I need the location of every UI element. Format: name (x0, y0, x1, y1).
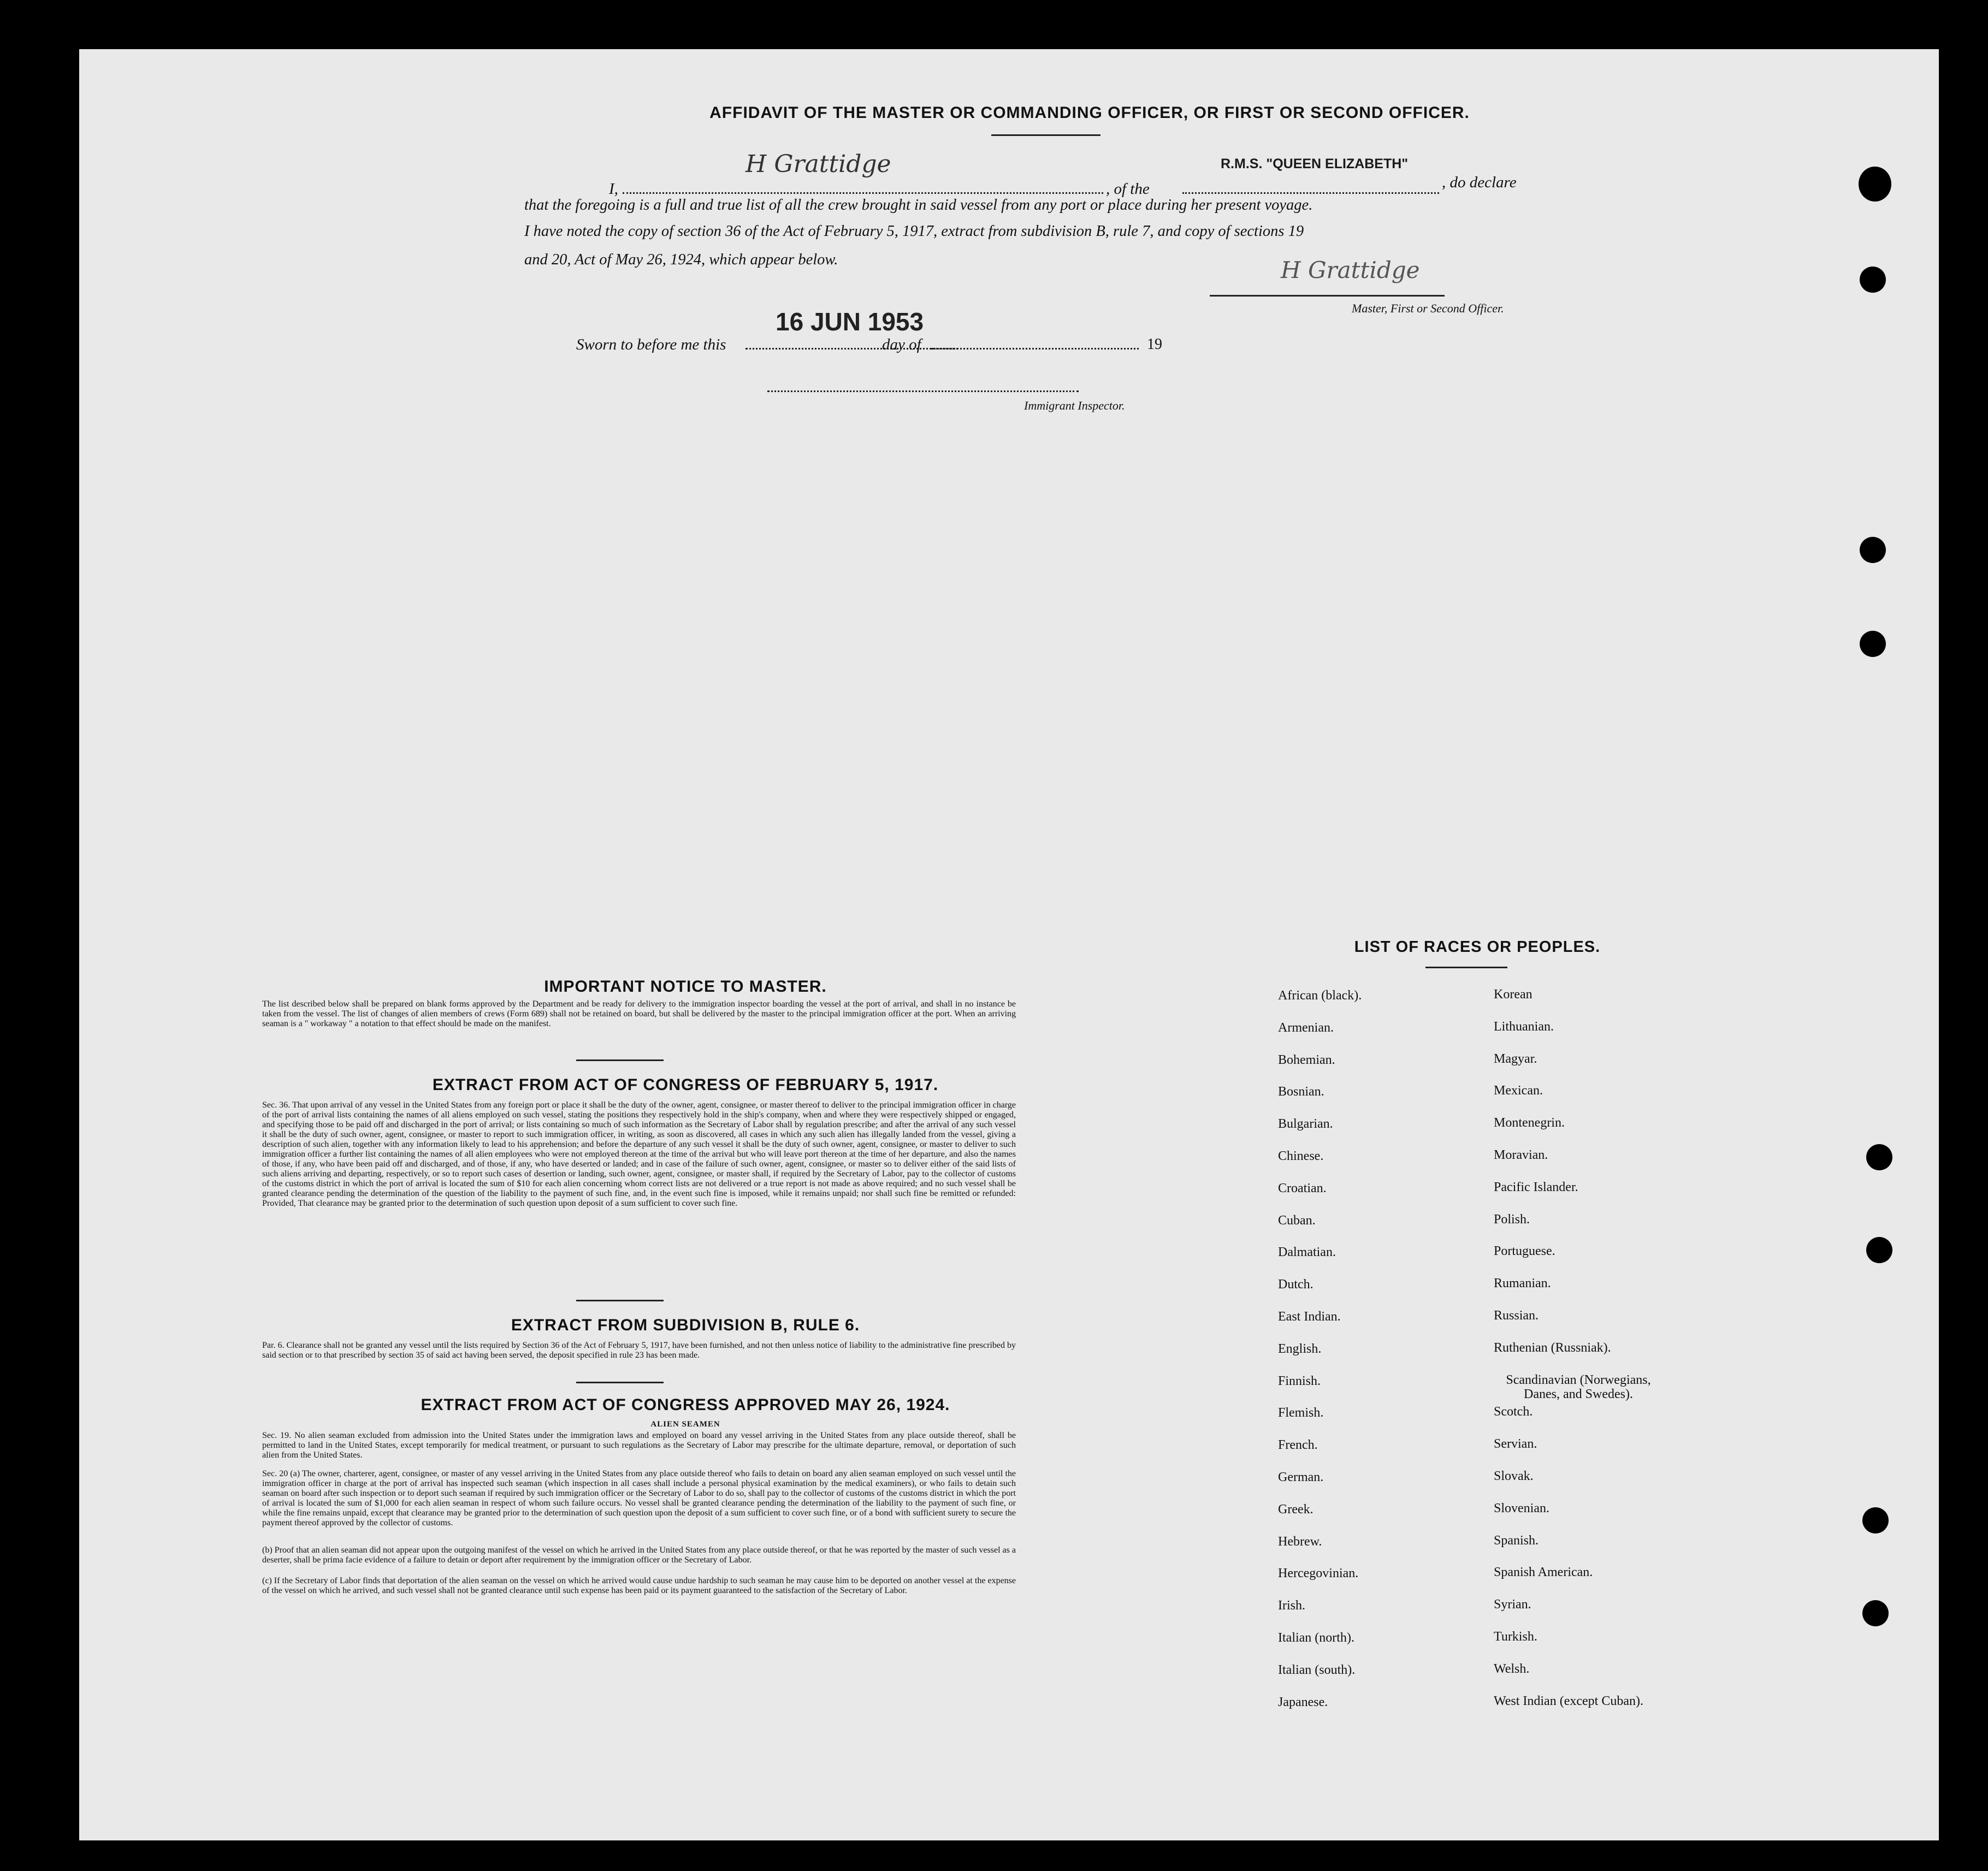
rule-6-title: EXTRACT FROM SUBDIVISION B, RULE 6. (511, 1316, 860, 1334)
race-item: Japanese. (1278, 1695, 1328, 1709)
vessel-name-line (1182, 192, 1439, 194)
race-item: Bohemian. (1278, 1052, 1335, 1067)
race-item: French. (1278, 1438, 1318, 1453)
race-item: East Indian. (1278, 1310, 1341, 1324)
race-item: Italian (north). (1278, 1631, 1354, 1645)
race-item: Turkish. (1494, 1630, 1537, 1644)
affidavit-line-2: that the foregoing is a full and true list of all the crew brought in said vessel from any port or place during her present voyage. (524, 197, 1313, 214)
of-the-label: , of the (1106, 180, 1150, 198)
race-item: Polish. (1494, 1212, 1530, 1227)
race-item: Finnish. (1278, 1373, 1321, 1388)
race-item: English. (1278, 1341, 1322, 1356)
race-item: Croatian. (1278, 1181, 1327, 1195)
sworn-month-line (931, 348, 1139, 350)
affidavit-line-3: I have noted the copy of section 36 of the Act of February 5, 1917, extract from subdivision B, rule 7, and copy of sections 19 (524, 223, 1304, 240)
race-item: Hebrew. (1278, 1534, 1322, 1549)
notice-body: The list described below shall be prepared on blank forms approved by the Department and be ready for delivery to the immigration inspector boarding the vessel at the port of arrival, and shall in no instance be taken from the vessel. The list of changes of alien members of crews (Form 689) shall not be retained on board, but shall be delivered by the master to the principal immigration officer at the port. When an arriving seaman is a " workaway " a notation to that effect should be made on the manifest. (262, 999, 1016, 1028)
divider (576, 1059, 664, 1061)
race-item: Rumanian. (1494, 1276, 1551, 1291)
race-item: Welsh. (1494, 1661, 1530, 1676)
race-item: Pacific Islander. (1494, 1180, 1578, 1194)
act-1924-title: EXTRACT FROM ACT OF CONGRESS APPROVED MAY 26, 1924. (421, 1396, 950, 1414)
race-item: West Indian (except Cuban). (1494, 1694, 1643, 1708)
race-item: Portuguese. (1494, 1244, 1555, 1259)
punch-hole (1860, 537, 1886, 563)
race-item: Moravian. (1494, 1148, 1548, 1162)
sworn-day-line (745, 348, 958, 350)
race-item: Greek. (1278, 1502, 1313, 1517)
race-item: German. (1278, 1470, 1324, 1484)
punch-hole (1862, 1507, 1889, 1533)
race-item: Bulgarian. (1278, 1117, 1333, 1132)
document-page (79, 49, 1939, 1840)
inspector-label: Immigrant Inspector. (1024, 399, 1125, 412)
signer-title: Master, First or Second Officer. (1352, 301, 1504, 315)
punch-hole (1860, 267, 1886, 293)
do-declare-label: , do declare (1442, 174, 1517, 191)
race-item: Lithuanian. (1494, 1019, 1554, 1034)
race-item: Servian. (1494, 1437, 1537, 1452)
act-1917-title: EXTRACT FROM ACT OF CONGRESS OF FEBRUARY 5, 1917. (432, 1076, 939, 1094)
race-item: Montenegrin. (1494, 1116, 1565, 1130)
affidavit-title: AFFIDAVIT OF THE MASTER OR COMMANDING OFFICER, OR FIRST OR SECOND OFFICER. (709, 104, 1470, 122)
race-item: Korean (1494, 987, 1533, 1002)
race-item: Scandinavian (Norwegians, Danes, and Swedes). (1506, 1372, 1651, 1401)
punch-hole (1866, 1144, 1892, 1170)
punch-hole (1866, 1237, 1892, 1263)
race-item: Irish. (1278, 1598, 1305, 1613)
race-item: Armenian. (1278, 1020, 1334, 1035)
race-item: African (black). (1278, 988, 1362, 1003)
affidavit-line-4: and 20, Act of May 26, 1924, which appear below. (524, 251, 838, 268)
race-item: Mexican. (1494, 1083, 1543, 1098)
race-item: Scotch. (1494, 1405, 1533, 1419)
act-1924-subtitle: ALIEN SEAMEN (650, 1420, 720, 1429)
notice-title: IMPORTANT NOTICE TO MASTER. (544, 978, 827, 996)
race-item: Dutch. (1278, 1277, 1313, 1292)
race-item: Cuban. (1278, 1213, 1316, 1228)
race-item: Chinese. (1278, 1149, 1324, 1163)
race-item: Ruthenian (Russniak). (1494, 1340, 1611, 1355)
declarant-label: I, (609, 180, 618, 198)
race-item: Flemish. (1278, 1406, 1324, 1420)
rule-6-body: Par. 6. Clearance shall not be granted any vessel until the lists required by Section 36 of the Act of February 5, 1917, have been furnished, and not then unless notice of liability to the administrative fine prescribed by said section or to that prescribed by section 35 of said act having been served, the deposit specified in rule 23 has been made. (262, 1341, 1016, 1360)
divider (576, 1300, 664, 1301)
declarant-name-line (623, 192, 1103, 194)
race-item: Slovak. (1494, 1469, 1534, 1483)
sworn-label: Sworn to before me this (576, 336, 726, 353)
inspector-line (767, 390, 1079, 392)
races-title: LIST OF RACES OR PEOPLES. (1354, 938, 1601, 956)
race-item: Slovenian. (1494, 1501, 1549, 1515)
act-1924-sec-20a: Sec. 20 (a) The owner, charterer, agent, consignee, or master of any vessel arriving in the United States from any place outside thereof who fails to detain on board any alien seaman employed on such vessel until the immigration officer in charge at the port of arrival has inspected such seaman (which inspection in all cases shall include a personal physical examination by the medical examiners), or who fails to detain such seaman on board after such inspection or to deport such seaman if required by such immigration officer or the Secretary of Labor to do so, shall pay to the collector of customs of the customs district in which the port of arrival is located the sum of $1,000 for each alien seaman in respect of whom such failure occurs. No vessel shall be granted clearance pending the determination of the liability to the payment of such fine, or while the fine remains unpaid, except that clearance may be granted prior to the determination of such question upon the deposit of a sum sufficient to cover such fine, or of a bond with sufficient surety to secure the payment thereof approved by the collector of customs. (262, 1469, 1016, 1527)
signature-line (1210, 295, 1445, 297)
race-item: Bosnian. (1278, 1085, 1324, 1099)
date-stamp: 16 JUN 1953 (776, 307, 924, 336)
day-of-label: day of (882, 336, 921, 353)
act-1924-sec-20b: (b) Proof that an alien seaman did not appear upon the outgoing manifest of the vessel on which he arrived in the United States from any place outside thereof, or that he was reported by the master of such vessel as a deserter, shall be prima facie evidence of a failure to detain or deport after requirement by the immigration officer or the Secretary of Labor. (262, 1546, 1016, 1565)
punch-hole (1860, 631, 1886, 657)
divider (576, 1382, 664, 1383)
punch-hole (1859, 167, 1891, 202)
race-item: Syrian. (1494, 1597, 1531, 1612)
divider (991, 134, 1100, 136)
race-item: Spanish American. (1494, 1565, 1593, 1580)
declarant-signature: H Grattidge (745, 150, 891, 178)
officer-signature: H Grattidge (1281, 257, 1420, 283)
race-item: Magyar. (1494, 1051, 1537, 1066)
vessel-stamp: R.M.S. "QUEEN ELIZABETH" (1221, 156, 1409, 171)
year-prefix: 19 (1147, 336, 1162, 353)
divider (1425, 967, 1507, 968)
race-item: Dalmatian. (1278, 1245, 1336, 1260)
race-item: Spanish. (1494, 1533, 1539, 1548)
act-1924-sec-20c: (c) If the Secretary of Labor finds that deportation of the alien seaman on the vessel on which he arrived would cause undue hardship to such seaman he may cause him to be deported on another vessel at the expense of the vessel on which he arrived, and such vessel shall not be granted clearance until such expense has been paid or its payment guaranteed to the satisfaction of the Secretary of Labor. (262, 1576, 1016, 1595)
race-item: Russian. (1494, 1308, 1539, 1323)
act-1924-sec-19: Sec. 19. No alien seaman excluded from admission into the United States under the immigration laws and employed on board any vessel arriving in the United States from any place outside thereof, shall be permitted to land in the United States, except temporarily for medical treatment, or pursuant to such regulations as the Secretary of Labor may prescribe for the ultimate departure, removal, or deportation of such alien from the United States. (262, 1431, 1016, 1460)
race-item: Italian (south). (1278, 1662, 1356, 1677)
race-item: Hercegovinian. (1278, 1566, 1359, 1581)
act-1917-body: Sec. 36. That upon arrival of any vessel in the United States from any foreign port or place it shall be the duty of the owner, agent, consignee, or master thereof to deliver to the principal immigration officer in charge of the port of arrival lists containing the names of all aliens employed on such vessel, stating the positions they respectively hold in the ship's company, when and where they were respectively shipped or engaged, and specifying those to be paid off and discharged in the port of arrival; or lists containing so much of such information as the Secretary of Labor shall by regulation prescribe; and after the arrival of any such vessel it shall be the duty of such owner, agent, consignee, or master to report to such immigration officer, in writing, as soon as discovered, all cases in which any such alien has illegally landed from the vessel, giving a description of such alien, together with any information likely to lead to his apprehension; and before the departure of any such vessel it shall be the duty of such owner, agent, consignee, or master to deliver to such immigration officer a further list containing the names of all alien employees who were not employed thereon at the time of the arrival but who will leave port thereon at the time of her departure, and also the names of those, if any, who have been paid off and discharged, and of those, if any, who have deserted or landed; and in case of the failure of such owner, agent, consignee, or master so to deliver either of the said lists of such aliens arriving and departing, respectively, or so to report such cases of desertion or landing, such owner, agent, consignee, or master shall, if required by the Secretary of Labor, pay to the collector of customs of the customs district in which the port of arrival is located the sum of $10 for each alien concerning whom correct lists are not delivered or a true report is not made as above required; and no such vessel shall be granted clearance pending the determination of the question of the liability to the payment of such fine, and, in the event such fine is imposed, while it remains unpaid; nor shall such fine be remitted or refunded: Provided, That clearance may be granted prior to the determination of such question upon deposit of a sum sufficient to cover such fine. (262, 1100, 1016, 1208)
punch-hole (1862, 1600, 1889, 1626)
